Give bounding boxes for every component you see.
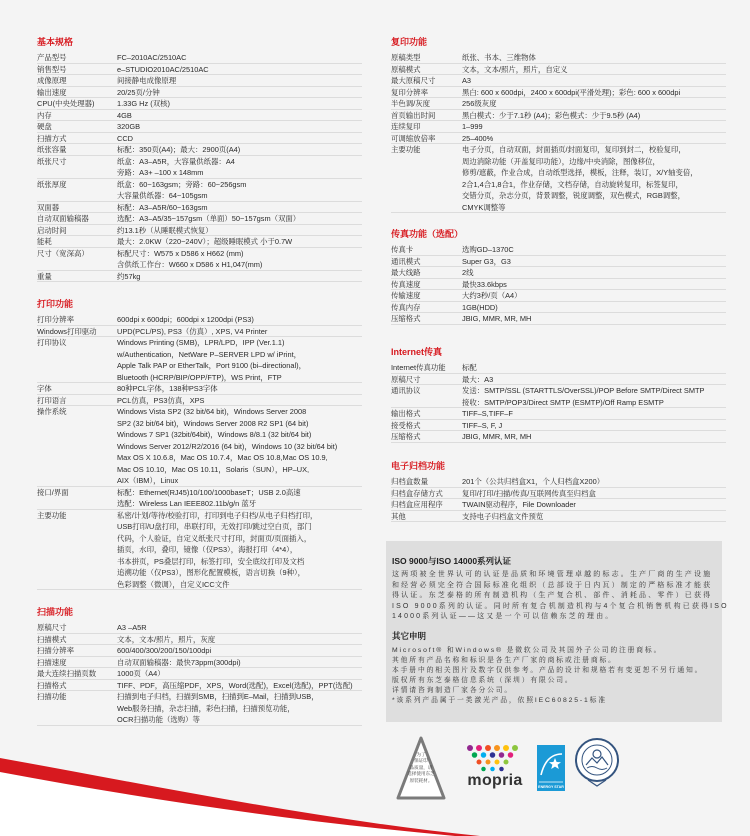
spec-value-line: PCL仿真，PS3仿真，XPS [117,395,205,405]
energy-star-word: ENERGY STAR [538,785,564,789]
spec-value-line: TIFF–S, F, J [462,420,503,430]
spec-value-line: 黑白: 600 x 600dpi，2400 x 600dpi(平滑处理)；彩色: 600 x 600dpi [462,87,681,97]
spec-row [391,313,726,325]
spec-row [37,52,362,64]
spec-value-line: e–STUDIO2010AC/2510AC [117,64,209,74]
spec-row [37,680,362,692]
spec-row [391,290,726,302]
spec-label: 最大线路 [391,268,421,277]
spec-value-line: 纸张、书本、三维物体 [462,53,536,62]
spec-row [391,279,726,291]
spec-value [462,499,726,511]
statement-line: 本手册中的相关图片及数字仅供参考。产品的设计和规格若有变更恕不另行通知。 [392,667,704,674]
spec-value [462,313,726,325]
spec-label: 扫描功能 [37,692,67,701]
spec-label: 成像原理 [37,76,67,85]
spec-value-line: 2合1,4合1,8合1，作业存储，文档存储，自动旋转复印，标签复印， [462,179,683,189]
spec-label: 复印分辨率 [391,87,428,97]
spec-label: 打印分辨率 [37,315,74,324]
section-internet-fax [391,346,726,443]
spec-value-line: CMYK调整等 [462,202,506,212]
spec-value [117,213,362,225]
statement-line: 其他所有产品名称和标识是各生产厂家的商标或注册商标。 [392,657,617,664]
spec-value-line: 私密/计划/等待/校验打印，打印到电子归档/从电子归档打印， [117,510,318,520]
spec-row [37,110,362,122]
spec-value [462,488,726,500]
spec-row [37,121,362,133]
left-column [37,0,362,760]
spec-value [462,98,726,110]
spec-value [117,680,362,692]
spec-value-line: 1000页（A4） [117,669,165,678]
spec-value-line: 20/25页/分钟 [117,87,160,97]
spec-label: CPU(中央处理器) [37,99,95,108]
spec-value [117,668,362,680]
spec-row [37,622,362,634]
spec-label: 重量 [37,271,52,281]
spec-label: 启动时间 [37,225,67,235]
spec-value-line: 书本拼页，PS叠层打印，标签打印，安全底纹打印及文档 [117,556,305,566]
spec-value-line: 色彩调整（微调），自定义ICC文件 [117,579,230,589]
spec-value [117,634,362,646]
spec-value-line: 电子分页，自动双面，封面插页/封面复印，复印到封二，校验复印， [462,145,686,154]
spec-value-line: 纸盒：A3–A5R，大容量供纸器：A4 [117,156,235,166]
spec-label: 传输速度 [391,291,421,300]
spec-row [37,337,362,383]
section-title: 电子归档功能 [391,461,446,471]
spec-value [462,279,726,291]
spec-row [37,225,362,237]
spec-value [462,87,726,99]
spec-row [37,248,362,271]
spec-value-line: 文本，文本/照片，照片，灰度 [117,634,216,644]
spec-value [117,383,362,395]
spec-row [391,121,726,133]
spec-value [462,302,726,314]
spec-value-line: FC–2010AC/2510AC [117,53,187,62]
spec-value-line: Mac OS 10.10，Mac OS 10.11，Solaris（SUN），HP–UX, [117,464,310,474]
spec-label: 主要功能 [391,145,421,154]
spec-value-line: TIFF、PDF，高压缩PDF，XPS，Word(选配)，Excel(选配)，PPT(选配) [117,680,353,690]
spec-value-line: 约57kg [117,271,141,281]
spec-value [462,374,726,386]
spec-value-line: 标配：Ethernet(RJ45)10/100/1000baseT；USB 2.0高速 [117,487,301,497]
spec-value-line: 标配 [462,363,477,372]
spec-value-line: 追溯功能（仅PS3），图形化配置模板，语言切换（9种）， [117,568,306,577]
spec-row [37,75,362,87]
section-title: Internet传真 [391,347,443,357]
spec-row [37,668,362,680]
spec-value-line: 黑白模式：少于7.1秒 (A4)；彩色模式：少于9.5秒 (A4) [462,110,641,120]
iso-certification-text [392,570,729,623]
spec-value [462,110,726,122]
spec-row [37,691,362,726]
spec-label: 可调缩放倍率 [391,133,436,143]
spec-value-line: 接收：SMTP/POP3/Direct SMTP (ESMTP)/Off Ramp ESMTP [462,397,664,407]
spec-row [391,499,726,511]
spec-row [37,645,362,657]
spec-label: 归档盒应用程序 [391,500,443,509]
spec-row [391,385,726,408]
section-title: 传真功能（选配） [391,229,464,239]
badge-text-line: 品质量，请 [409,764,433,770]
spec-label: Windows打印驱动 [37,326,97,336]
spec-row [37,383,362,395]
spec-value [462,420,726,432]
statement-line: 版权所有东芝泰格信息系统（深圳）有限公司。 [392,677,574,684]
mopria-logo-word: mopria [467,772,523,789]
spec-value-line: Bluetooth (HCRP/BIP/OPP/FTP)，WS Print，FTP [117,372,282,382]
spec-value-line: 纸盒：60~163gsm；旁路：60~256gsm [117,179,247,189]
spec-value [462,431,726,443]
statement-line: *该系列产品属于一类激光产品，依照IEC60825-1标准 [392,697,607,704]
spec-value [117,144,362,156]
spec-label: 其他 [391,511,406,521]
section-title: 打印功能 [37,299,74,309]
spec-value-line: 选购GD–1370C [462,245,514,254]
spec-value-line: Super G3，G3 [462,256,511,266]
spec-value [462,408,726,420]
spec-row [391,476,726,488]
spec-row [37,406,362,487]
spec-value-line: 文本，文本/照片，照片，自定义 [462,64,568,74]
spec-label: 原稿类型 [391,53,421,62]
spec-value-line: 选配：A3–A5/35~157gsm（单面）50~157gsm（双面） [117,214,301,223]
badge-text-line: 为了 [416,752,426,757]
spec-value-line: 标配尺寸：W575 x D586 x H662 (mm) [117,248,244,258]
spec-value-line: w/Authentication，NetWare P–SERVER LPD w/ iPrint， [117,349,302,359]
section-title: 扫描功能 [37,607,74,617]
spec-value-line: 1GB(HDD) [462,302,498,312]
spec-row [37,395,362,407]
spec-value [117,406,362,487]
spec-value-line: JBIG, MMR, MR, MH [462,314,532,323]
spec-value [462,52,726,64]
spec-value [117,657,362,669]
spec-value [117,691,362,726]
spec-value [117,133,362,145]
spec-value [117,52,362,64]
spec-value-line: AIX（IBM），Linux [117,476,179,485]
spec-value-line: 修剪/遮蔽，作业合成，自动纸型选择，模板，注释，装订，X/Y轴变倍， [462,168,698,177]
spec-label: 最大原稿尺寸 [391,76,436,85]
spec-value [462,121,726,133]
spec-value-line: 1.33G Hz (双核) [117,99,170,108]
spec-value-line: TWAIN驱动程序，File Downloader [462,500,576,509]
spec-value-line: 4GB [117,110,132,120]
spec-row [391,98,726,110]
spec-label: 产品型号 [37,53,67,62]
spec-row [37,634,362,646]
certification-notice-box [386,541,729,722]
spec-label: 最大连续扫描页数 [37,669,97,678]
spec-value-line: TIFF–S,TIFF–F [462,409,513,418]
spec-value [117,326,362,338]
spec-value [462,144,726,213]
spec-row [391,408,726,420]
spec-label: 连续复印 [391,122,421,131]
spec-value [462,267,726,279]
spec-row [37,98,362,110]
spec-label: 传真速度 [391,279,421,289]
spec-value [462,256,726,268]
spec-value-line: 复印/打印/扫描/传真/互联网传真至归档盒 [462,488,596,498]
spec-value-line: 交错分页，杂志分页，背景调整，锐度调整，双色模式，RGB调整， [462,191,685,200]
spec-value-line: A3 [462,76,472,85]
spec-label: 接受格式 [391,420,421,430]
spec-value [117,121,362,133]
spec-label: 原稿尺寸 [391,374,421,384]
spec-value-line: JBIG, MMR, MR, MH [462,432,532,441]
spec-row [37,657,362,669]
iso-text-line: 得认证。东芝泰格的所有制造机构（生产复合机、部件、消耗品、零件）已获得 [392,592,713,600]
spec-value-line: Windows Vista SP2 (32 bit/64 bit)，Windows Server 2008 [117,407,307,416]
spec-value-line: 600/400/300/200/150/100dpi [117,646,212,655]
section-fax [391,228,726,325]
spec-row [391,488,726,500]
spec-value-line: 发送：SMTP/SSL (STARTTLS/OverSSL)/POP Before SMTP/Direct SMTP [462,386,705,395]
spec-row [37,271,362,283]
spec-value-line: OCR扫描功能（选购）等 [117,715,200,724]
spec-row [391,75,726,87]
spec-value [117,75,362,87]
spec-row [391,110,726,122]
spec-label: 压缩格式 [391,432,421,441]
spec-label: 归档盒存储方式 [391,488,443,498]
spec-value-line: Windows Server 2012/R2/2016 (64 bit)，Windows 10 (32 bit/64 bit) [117,441,338,451]
section-title: 基本规格 [37,37,74,47]
badge-text-line: 保证印 [414,758,428,764]
spec-label: 扫描格式 [37,680,67,690]
spec-row [391,267,726,279]
spec-label: 原稿尺寸 [37,623,67,632]
spec-label: 通讯模式 [391,256,421,266]
spec-value-line: UPD(PCL/PS), PS3（仿真）, XPS, V4 Printer [117,326,268,336]
spec-value [117,337,362,383]
spec-label: 纸张容量 [37,145,67,154]
spec-label: 压缩格式 [391,314,421,323]
spec-value-line: 最大：A3 [462,374,494,384]
spec-value-line: 256级灰度 [462,99,497,108]
spec-value [117,225,362,237]
spec-row [391,362,726,374]
iso-text-line: 14000系列认证——这又是一个可以信赖东芝的理由。 [392,613,615,621]
spec-label: 扫描分辨率 [37,646,74,655]
spec-row [391,52,726,64]
spec-value-line: 2线 [462,268,474,277]
spec-value-line: 支持电子归档盒文件预览 [462,511,544,521]
spec-value-line: 间接静电成像原理 [117,76,177,85]
spec-label: 纸张厚度 [37,179,67,189]
spec-label: 扫描速度 [37,657,67,667]
spec-value-line: 最大：2.0KW（220~240V）；超级睡眠模式 小于0.7W [117,237,293,246]
red-swoosh-decoration [0,740,750,836]
spec-row [37,87,362,99]
spec-row [391,256,726,268]
spec-label: 原稿模式 [391,64,421,74]
spec-label: 接口/界面 [37,487,69,497]
spec-row [391,431,726,443]
badge-text-line: 选择使用东芝 [407,771,435,777]
spec-value [117,202,362,214]
spec-value [462,64,726,76]
spec-row [37,144,362,156]
section-basic-specs [37,36,362,282]
spec-value [462,362,726,374]
statement-line: Microsoft® 和Windows® 是微软公司及其国外子公司的注册商标。 [392,647,663,654]
spec-label: 尺寸（宽深高） [37,248,89,258]
badge-text-line: 原装耗材。 [409,777,433,783]
spec-value-line: 大约3秒/页（A4） [462,291,522,300]
spec-value [462,385,726,408]
iso-text-line: ISO 9000系列的认证。同时所有复合机制造机构与4个复合机销售机构已获得ISO [392,602,729,610]
spec-value [117,487,362,510]
spec-value-line: 201个（公共归档盒X1，个人归档盒X200） [462,477,605,486]
spec-row [37,202,362,214]
spec-row [391,133,726,145]
spec-value-line: Windows 7 SP1 (32bit/64bit)，Windows 8/8.1 (32 bit/64 bit) [117,430,312,439]
spec-value [117,395,362,407]
spec-label: 内存 [37,110,52,120]
spec-value [462,511,726,523]
spec-value [117,179,362,202]
spec-value [117,271,362,283]
section-archive [391,460,726,522]
spec-value-line: Web服务扫描，杂志扫描，彩色扫描，扫描预览功能， [117,703,295,713]
spec-label: 扫描模式 [37,634,67,644]
spec-row [391,420,726,432]
spec-value [462,75,726,87]
spec-row [391,302,726,314]
spec-value-line: A3 –A5R [117,623,147,632]
spec-label: 打印协议 [37,338,67,347]
statement-line: 详情请咨询制造厂家各分公司。 [392,687,514,694]
spec-label: 打印语言 [37,395,67,405]
spec-value [462,290,726,302]
spec-value [117,510,362,591]
spec-value-line: 最快33.6kbps [462,279,507,289]
spec-label: 销售型号 [37,64,67,74]
spec-value [117,314,362,326]
spec-value [117,156,362,179]
iso-text-line: 这两项被全世界认可的认证是品质和环境管理卓越的标志。生产厂商的生产设施 [392,571,713,578]
section-scan [37,606,362,726]
spec-row [391,87,726,99]
spec-value [117,87,362,99]
spec-value-line: 周边消除功能（开盖复印功能），边缘/中央消除，图像移位， [462,156,660,166]
spec-row [37,487,362,510]
section-copy [391,36,726,213]
spec-label: 输出速度 [37,87,67,97]
statement-title: 其它申明 [392,631,427,641]
spec-value-line: 含供纸工作台：W660 x D586 x H1,047(mm) [117,260,263,269]
spec-row [391,511,726,523]
spec-value [462,476,726,488]
spec-value-line: Apple Talk PAP or EtherTalk，Port 9100 (bi–directional)， [117,361,306,370]
spec-label: 操作系统 [37,407,67,416]
spec-value-line: 旁路：A3+ –100 x 148mm [117,168,204,177]
spec-row [37,314,362,326]
spec-value-line: 约13.1秒（从睡眠模式恢复） [117,225,213,235]
spec-row [37,213,362,225]
spec-value-line: 标配：350页(A4)；最大：2900页(A4) [117,145,241,154]
spec-value-line: CCD [117,133,134,143]
iso-certification-title: ISO 9000与ISO 14000系列认证 [392,556,512,566]
spec-label: 自动双面输稿器 [37,214,89,223]
spec-label: 通讯协议 [391,386,421,395]
spec-row [391,374,726,386]
spec-value-line: 600dpi x 600dpi；600dpi x 1200dpi (PS3) [117,315,254,324]
spec-value-line: 代码，个人验证，自定义纸张尺寸打印，封面页/页面插入， [117,533,312,543]
section-title: 复印功能 [391,37,428,47]
statement-text [392,646,703,706]
spec-value-line: 25–400% [462,133,494,143]
spec-value-line: 扫描到电子归档，扫描到SMB，扫描到E–Mail，扫描到USB， [117,692,319,701]
spec-label: 传真内存 [391,302,421,312]
spec-value [117,622,362,634]
spec-value-line: USB打印/U盘打印，串联打印，无效打印/跳过空白页，部门 [117,522,312,531]
spec-value-line: 80种PCL字体，138种PS3字体 [117,384,218,393]
spec-label: 首页输出时间 [391,110,436,120]
spec-value [462,133,726,145]
spec-value [117,248,362,271]
spec-row [37,326,362,338]
spec-value-line: 选配：Wireless Lan IEEE802.11b/g/n 蓝牙 [117,499,257,508]
spec-label: 扫描方式 [37,133,67,143]
spec-label: 归档盒数量 [391,477,428,486]
spec-row [37,179,362,202]
iso-text-line: 和经营必须完全符合国际标准化组织（总部设于日内瓦）制定的严格标准才能获 [392,581,713,589]
spec-row [37,64,362,76]
spec-row [37,510,362,591]
spec-value [117,64,362,76]
spec-row [37,133,362,145]
spec-row [391,64,726,76]
spec-row [391,144,726,213]
spec-value-line: SP2 (32 bit/64 bit)，Windows Server 2008 R2 SP1 (64 bit) [117,418,309,428]
spec-label: 输出格式 [391,409,421,418]
spec-label: 主要功能 [37,510,67,520]
spec-label: 纸张尺寸 [37,156,67,166]
spec-label: 能耗 [37,237,52,246]
spec-value [117,110,362,122]
spec-value-line: 320GB [117,122,141,131]
spec-label: 硬盘 [37,122,52,131]
spec-label: Internet传真功能 [391,363,446,372]
spec-value-line: 自动双面输稿器：最快73ppm(300dpi) [117,657,241,667]
spec-value [117,236,362,248]
spec-value-line: 插页，水印，叠印，镜像（仅PS3），海报打印（4*4）， [117,545,298,554]
spec-value [117,98,362,110]
spec-row [37,236,362,248]
spec-value-line: 大容量供纸器：64~105gsm [117,191,208,200]
spec-label: 传真卡 [391,245,414,254]
spec-value-line: 1–999 [462,122,483,131]
spec-label: 半色调/灰度 [391,99,431,108]
spec-value [462,244,726,256]
spec-label: 字体 [37,384,52,393]
spec-row [391,244,726,256]
spec-value-line: Max OS X 10.6.8，Mac OS 10.7.4，Mac OS 10.8,Mac OS 10.9, [117,453,328,462]
section-print [37,298,362,590]
spec-label: 双面器 [37,202,60,212]
spec-value-line: Windows Printing (SMB)，LPR/LPD，IPP (Ver.1.1) [117,338,285,347]
spec-value [117,645,362,657]
spec-value-line: 标配：A3–A5R/60~163gsm [117,202,208,212]
spec-row [37,156,362,179]
